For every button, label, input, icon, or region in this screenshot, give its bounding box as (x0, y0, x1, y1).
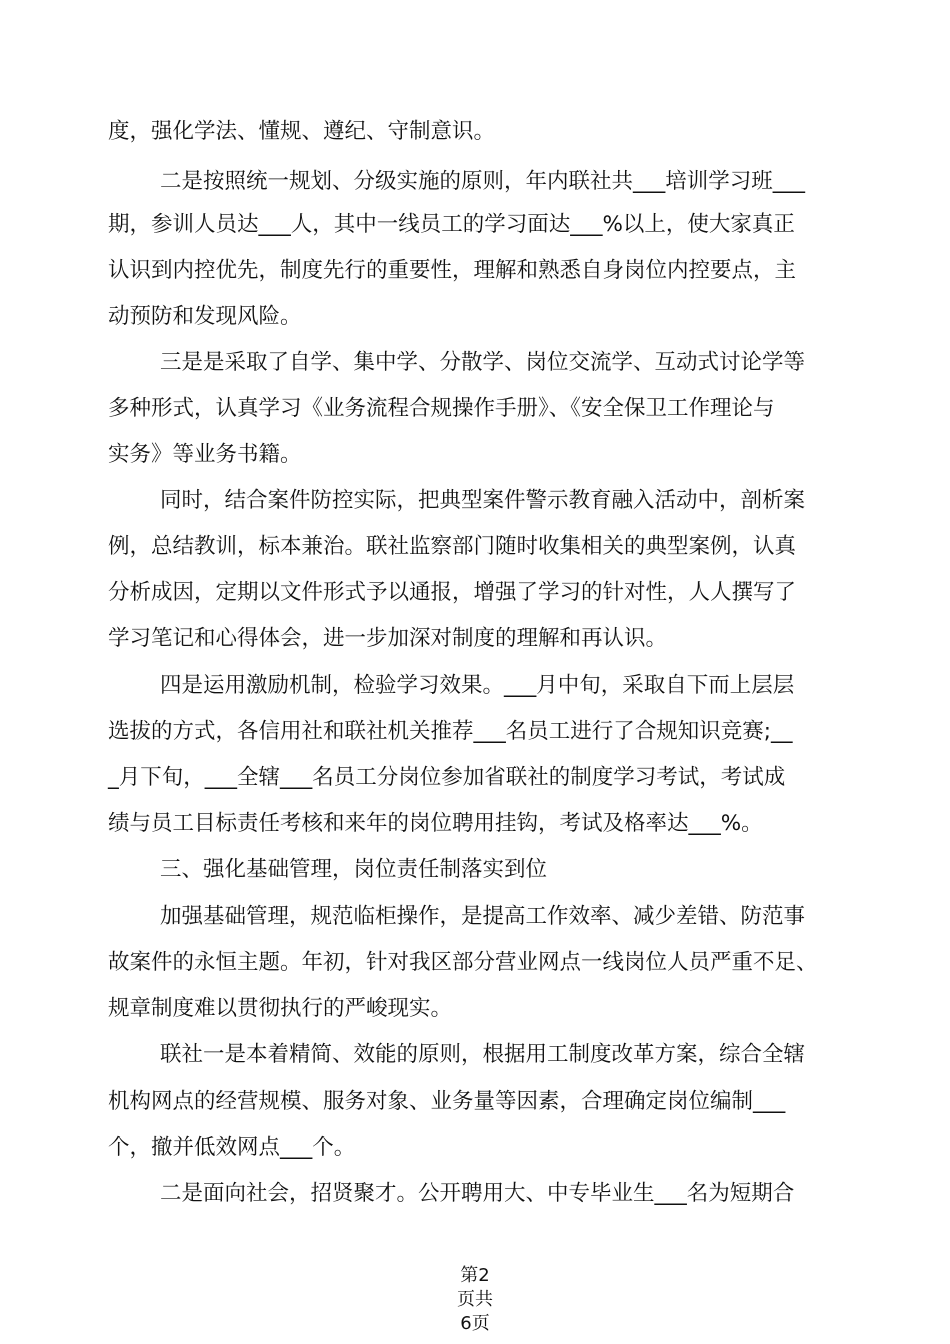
text-line-16: 绩与员工目标责任考核和来年的岗位聘用挂钩，考试及格率达___%。 (108, 811, 763, 836)
text-line-3: 期，参训人员达___人，其中一线员工的学习面达___%以上，使大家真正 (108, 212, 795, 237)
text-line-2: 二是按照统一规划、分级实施的原则，年内联社共___培训学习班___ (160, 169, 806, 194)
page-number-line-1: 第2 (460, 1265, 490, 1286)
text-line-12: 学习笔记和心得体会，进一步加深对制度的理解和再认识。 (108, 626, 668, 651)
page-number-line-2: 页共 (457, 1289, 493, 1310)
text-line-23: 个，撤并低效网点___个。 (108, 1135, 356, 1160)
text-line-9: 同时，结合案件防控实际，把典型案件警示教育融入活动中，剖析案 (160, 488, 806, 513)
text-line-15: _月下旬，___全辖___名员工分岗位参加省联社的制度学习考试，考试成 (108, 765, 786, 790)
text-line-5: 动预防和发现风险。 (108, 304, 302, 329)
text-line-19: 故案件的永恒主题。年初，针对我区部分营业网点一线岗位人员严重不足、 (108, 950, 818, 975)
text-line-21: 联社一是本着精简、效能的原则，根据用工制度改革方案，综合全辖 (160, 1042, 806, 1067)
text-line-22: 机构网点的经营规模、服务对象、业务量等因素，合理确定岗位编制___ (108, 1089, 786, 1114)
section-heading: 三、强化基础管理，岗位责任制落实到位 (160, 857, 548, 882)
text-line-8: 实务》等业务书籍。 (108, 442, 302, 467)
page-number-line-3: 6页 (460, 1313, 490, 1334)
text-line-10: 例，总结教训，标本兼治。联社监察部门随时收集相关的典型案例，认真 (108, 534, 797, 559)
text-line-6: 三是是采取了自学、集中学、分散学、岗位交流学、互动式讨论学等 (160, 350, 806, 375)
text-line-18: 加强基础管理，规范临柜操作，是提高工作效率、减少差错、防范事 (160, 904, 806, 929)
text-line-1: 度，强化学法、懂规、遵纪、守制意识。 (108, 119, 496, 144)
text-line-7: 多种形式，认真学习《业务流程合规操作手册》、《安全保卫工作理论与 (108, 396, 775, 421)
text-line-20: 规章制度难以贯彻执行的严峻现实。 (108, 996, 453, 1021)
text-line-11: 分析成因，定期以文件形式予以通报，增强了学习的针对性，人人撰写了 (108, 580, 797, 605)
text-line-13: 四是运用激励机制，检验学习效果。___月中旬，采取自下而上层层 (160, 673, 795, 698)
text-line-14: 选拔的方式，各信用社和联社机关推荐___名员工进行了合规知识竞赛;__ (108, 719, 793, 744)
text-line-4: 认识到内控优先，制度先行的重要性，理解和熟悉自身岗位内控要点，主 (108, 258, 797, 283)
text-line-24: 二是面向社会，招贤聚才。公开聘用大、中专毕业生___名为短期合 (160, 1181, 795, 1206)
